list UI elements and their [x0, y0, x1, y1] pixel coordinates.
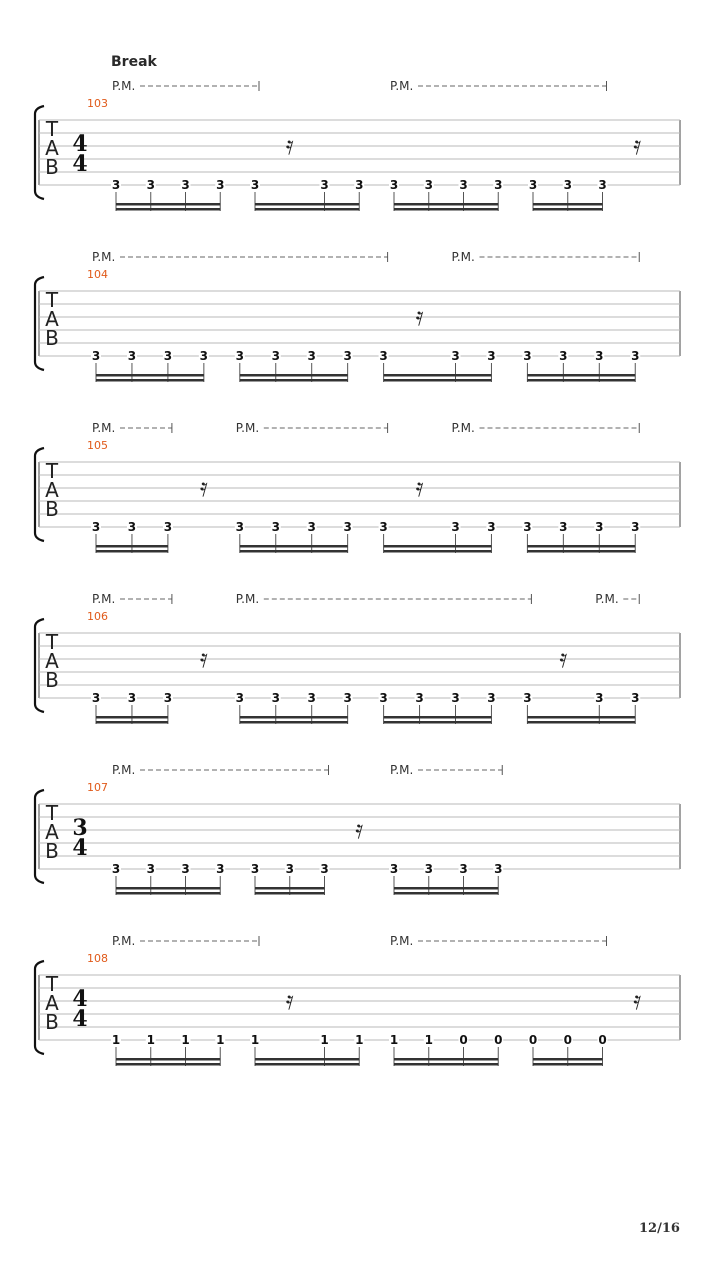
beam — [96, 374, 204, 377]
fret-number: 3 — [494, 178, 503, 192]
beam — [394, 1063, 498, 1066]
tab-clef-letter: B — [45, 668, 59, 692]
beam — [533, 1058, 603, 1061]
palm-mute-label: P.M. — [390, 763, 414, 777]
system-104 — [35, 250, 680, 382]
page-number: 12/16 — [639, 1221, 680, 1236]
fret-number: 3 — [307, 691, 316, 705]
time-signature-digit: 3 — [72, 815, 88, 841]
fret-number: 3 — [563, 178, 572, 192]
fret-number: 3 — [595, 691, 604, 705]
time-signature-digit: 4 — [72, 1006, 88, 1032]
sixteenth-rest: 𝄿 — [415, 473, 424, 503]
fret-number: 3 — [320, 178, 329, 192]
fret-number: 0 — [563, 1033, 572, 1047]
fret-number: 0 — [459, 1033, 468, 1047]
fret-number: 3 — [181, 178, 190, 192]
fret-number: 3 — [320, 862, 329, 876]
measure-number: 106 — [87, 610, 108, 623]
beam — [116, 1063, 220, 1066]
fret-number: 0 — [598, 1033, 607, 1047]
fret-number: 1 — [181, 1033, 190, 1047]
beam — [527, 374, 635, 377]
system-105 — [35, 421, 680, 553]
fret-number: 3 — [91, 520, 101, 534]
tab-clef-letter: B — [45, 326, 59, 350]
beam — [255, 892, 325, 895]
beam — [240, 379, 348, 382]
system-108 — [35, 934, 680, 1066]
beam — [533, 1063, 603, 1066]
beam — [96, 716, 168, 719]
beam — [240, 550, 348, 553]
fret-number: 3 — [163, 349, 173, 363]
beam — [255, 1058, 359, 1061]
fret-number: 3 — [285, 862, 294, 876]
fret-number: 3 — [595, 349, 604, 363]
tab-clef-letter: A — [45, 307, 59, 331]
fret-number: 3 — [307, 349, 316, 363]
palm-mute-label: P.M. — [112, 934, 136, 948]
beam — [255, 1063, 359, 1066]
fret-number: 3 — [111, 178, 121, 192]
beam — [533, 203, 603, 206]
fret-number: 3 — [216, 862, 225, 876]
fret-number: 3 — [451, 520, 460, 534]
fret-number: 3 — [379, 691, 388, 705]
sixteenth-rest: 𝄿 — [415, 302, 424, 332]
fret-number: 3 — [199, 349, 209, 363]
beam — [116, 208, 220, 211]
fret-number: 3 — [216, 178, 225, 192]
fret-number: 3 — [163, 520, 173, 534]
fret-number: 3 — [91, 349, 101, 363]
measure-number: 107 — [87, 781, 108, 794]
fret-number: 3 — [343, 691, 352, 705]
tab-clef-letter: B — [45, 155, 59, 179]
palm-mute-label: P.M. — [390, 79, 414, 93]
time-signature-digit: 4 — [72, 131, 88, 157]
sixteenth-rest: 𝄿 — [285, 131, 294, 161]
tab-clef-letter: B — [45, 839, 59, 863]
beam — [384, 550, 492, 553]
tab-clef-letter: A — [45, 820, 59, 844]
section-label: Break — [111, 54, 157, 70]
system-103 — [35, 79, 680, 211]
fret-number: 3 — [415, 691, 424, 705]
fret-number: 3 — [631, 349, 640, 363]
measure-number: 108 — [87, 952, 108, 965]
palm-mute-label: P.M. — [112, 79, 136, 93]
measure-number: 105 — [87, 439, 108, 452]
fret-number: 3 — [343, 349, 352, 363]
fret-number: 3 — [389, 178, 399, 192]
fret-number: 1 — [250, 1033, 260, 1047]
fret-number: 3 — [389, 862, 399, 876]
fret-number: 1 — [146, 1033, 155, 1047]
palm-mute-label: P.M. — [92, 250, 116, 264]
fret-number: 3 — [424, 178, 433, 192]
fret-number: 3 — [451, 349, 460, 363]
beam — [527, 550, 635, 553]
fret-number: 3 — [235, 691, 244, 705]
fret-number: 3 — [559, 349, 568, 363]
fret-number: 3 — [146, 178, 155, 192]
beam — [533, 208, 603, 211]
beam — [96, 721, 168, 724]
measure-number: 104 — [87, 268, 108, 281]
beam — [527, 716, 635, 719]
fret-number: 3 — [181, 862, 190, 876]
fret-number: 3 — [631, 520, 640, 534]
palm-mute-label: P.M. — [595, 592, 619, 606]
fret-number: 3 — [494, 862, 503, 876]
palm-mute-label: P.M. — [235, 592, 260, 606]
fret-number: 3 — [271, 691, 280, 705]
fret-number: 3 — [307, 520, 316, 534]
fret-number: 3 — [487, 349, 496, 363]
fret-number: 3 — [250, 862, 260, 876]
time-signature-digit: 4 — [72, 835, 88, 861]
beam — [527, 545, 635, 548]
fret-number: 3 — [379, 349, 388, 363]
time-signature-digit: 4 — [72, 151, 88, 177]
palm-mute-label: P.M. — [92, 421, 116, 435]
beam — [255, 887, 325, 890]
tab-clef-letter: T — [45, 117, 59, 141]
palm-mute-label: P.M. — [451, 250, 475, 264]
sixteenth-rest: 𝄿 — [355, 815, 364, 845]
fret-number: 3 — [146, 862, 155, 876]
beam — [116, 1058, 220, 1061]
tab-clef-letter: B — [45, 1010, 59, 1034]
beam — [394, 892, 498, 895]
tab-clef-letter: T — [45, 630, 59, 654]
sixteenth-rest: 𝄿 — [285, 986, 294, 1016]
beam — [240, 545, 348, 548]
system-107 — [35, 763, 680, 895]
fret-number: 1 — [320, 1033, 329, 1047]
tab-clef-letter: A — [45, 478, 59, 502]
fret-number: 3 — [598, 178, 607, 192]
fret-number: 3 — [523, 520, 532, 534]
fret-number: 3 — [163, 691, 173, 705]
fret-number: 3 — [91, 691, 101, 705]
fret-number: 3 — [235, 520, 244, 534]
beam — [394, 203, 498, 206]
fret-number: 1 — [355, 1033, 364, 1047]
tab-clef-letter: A — [45, 649, 59, 673]
fret-number: 3 — [459, 178, 468, 192]
fret-number: 3 — [451, 691, 460, 705]
fret-number: 3 — [559, 520, 568, 534]
fret-number: 3 — [127, 349, 137, 363]
beam — [96, 550, 168, 553]
palm-mute-label: P.M. — [235, 421, 260, 435]
beam — [527, 379, 635, 382]
tab-clef-letter: B — [45, 497, 59, 521]
tab-clef-letter: T — [45, 288, 59, 312]
beam — [384, 374, 492, 377]
system-106 — [35, 592, 680, 724]
fret-number: 3 — [343, 520, 352, 534]
beam — [394, 1058, 498, 1061]
beam — [384, 721, 492, 724]
beam — [240, 721, 348, 724]
fret-number: 3 — [127, 520, 137, 534]
fret-number: 3 — [235, 349, 244, 363]
fret-number: 3 — [424, 862, 433, 876]
fret-number: 1 — [216, 1033, 225, 1047]
beam — [384, 379, 492, 382]
tab-clef-letter: T — [45, 459, 59, 483]
fret-number: 1 — [389, 1033, 399, 1047]
fret-number: 3 — [528, 178, 538, 192]
fret-number: 1 — [111, 1033, 121, 1047]
beam — [394, 208, 498, 211]
fret-number: 3 — [127, 691, 137, 705]
tab-clef-letter: T — [45, 972, 59, 996]
beam — [394, 887, 498, 890]
sixteenth-rest: 𝄿 — [199, 644, 208, 674]
fret-number: 3 — [487, 520, 496, 534]
fret-number: 0 — [494, 1033, 503, 1047]
fret-number: 3 — [250, 178, 260, 192]
beam — [240, 374, 348, 377]
palm-mute-label: P.M. — [92, 592, 116, 606]
measure-number: 103 — [87, 97, 108, 110]
tab-clef-letter: T — [45, 801, 59, 825]
fret-number: 3 — [379, 520, 388, 534]
fret-number: 3 — [111, 862, 121, 876]
sixteenth-rest: 𝄿 — [633, 986, 642, 1016]
beam — [255, 203, 359, 206]
beam — [96, 545, 168, 548]
beam — [527, 721, 635, 724]
tab-clef-letter: A — [45, 136, 59, 160]
palm-mute-label: P.M. — [112, 763, 136, 777]
beam — [116, 892, 220, 895]
beam — [96, 379, 204, 382]
beam — [384, 716, 492, 719]
fret-number: 3 — [271, 349, 280, 363]
sixteenth-rest: 𝄿 — [199, 473, 208, 503]
fret-number: 1 — [424, 1033, 433, 1047]
fret-number: 0 — [528, 1033, 538, 1047]
beam — [384, 545, 492, 548]
time-signature-digit: 4 — [72, 986, 88, 1012]
palm-mute-label: P.M. — [451, 421, 475, 435]
fret-number: 3 — [523, 349, 532, 363]
beam — [116, 887, 220, 890]
fret-number: 3 — [459, 862, 468, 876]
sixteenth-rest: 𝄿 — [559, 644, 568, 674]
fret-number: 3 — [523, 691, 532, 705]
fret-number: 3 — [487, 691, 496, 705]
beam — [255, 208, 359, 211]
sixteenth-rest: 𝄿 — [633, 131, 642, 161]
fret-number: 3 — [595, 520, 604, 534]
beam — [116, 203, 220, 206]
tab-clef-letter: A — [45, 991, 59, 1015]
fret-number: 3 — [631, 691, 640, 705]
fret-number: 3 — [271, 520, 280, 534]
fret-number: 3 — [355, 178, 364, 192]
palm-mute-label: P.M. — [390, 934, 414, 948]
beam — [240, 716, 348, 719]
